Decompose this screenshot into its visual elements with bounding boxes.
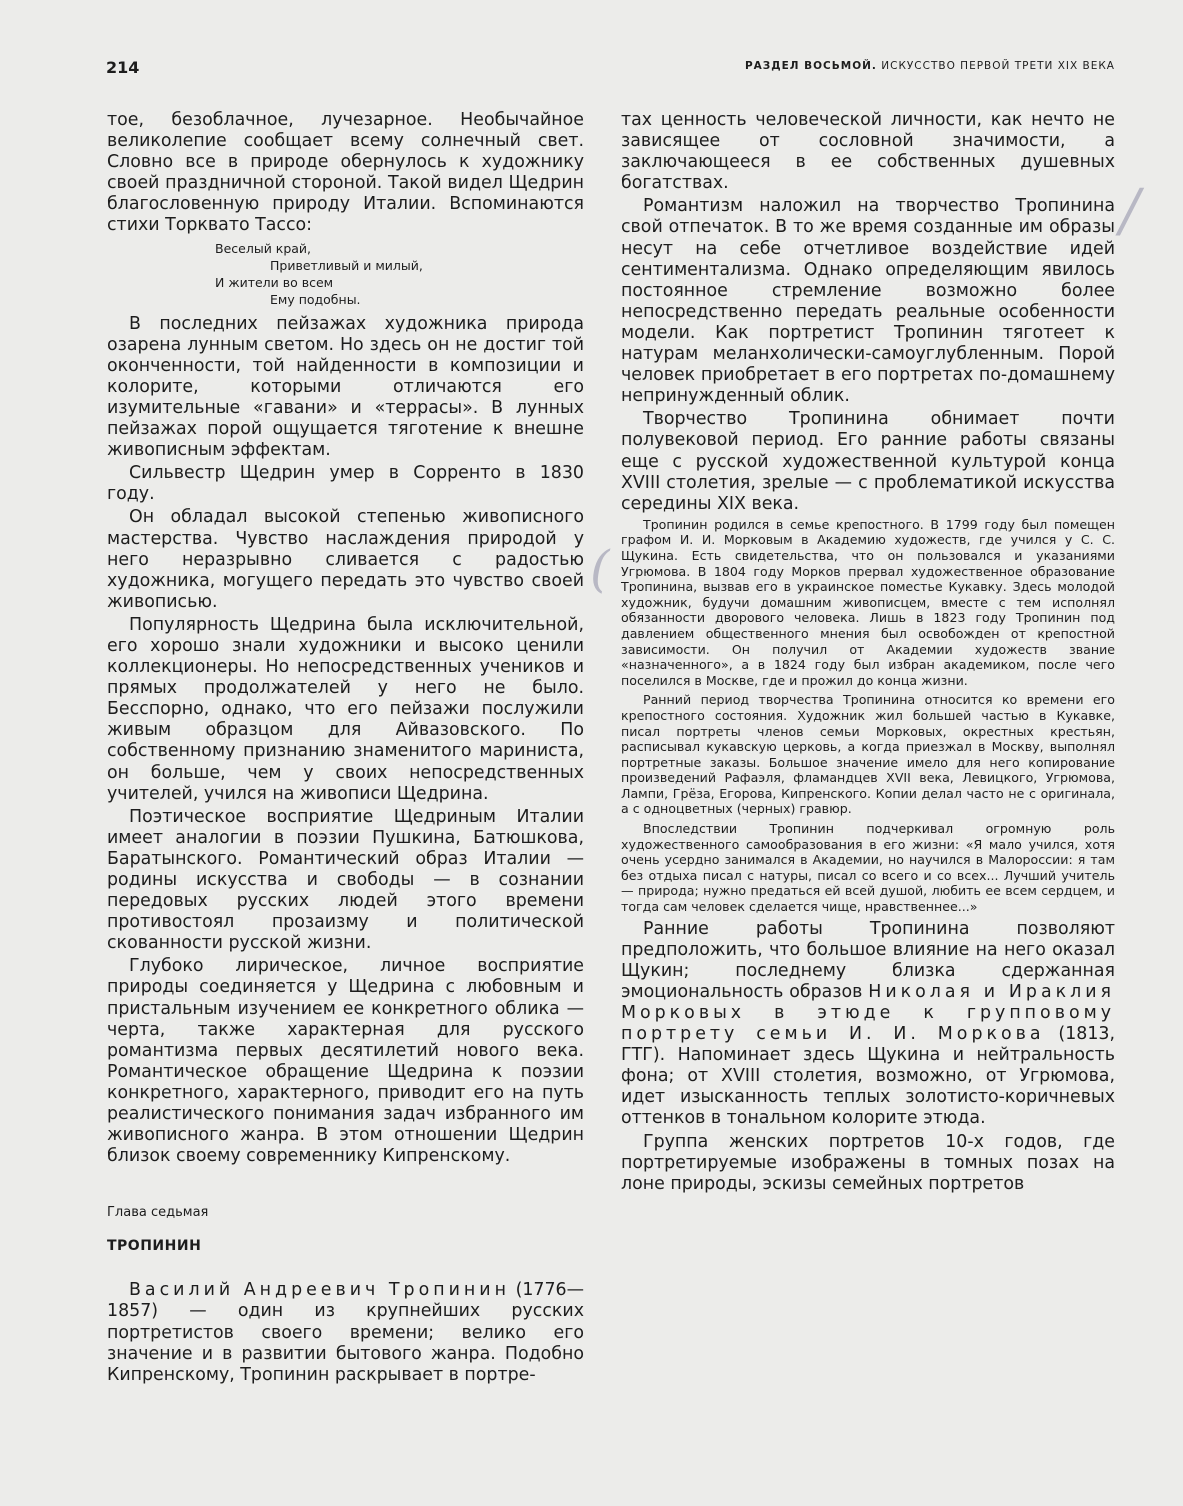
paragraph-text: (1813, ГТГ). Напоминает здесь Щукина и нейтральность фона; от XVIII столетия, возможно, от Угрюмова, идет изысканность теплых золотисто-коричневых оттенков в тональном колорите этюда. — [621, 1024, 1115, 1129]
section-title: ИСКУССТВО ПЕРВОЙ ТРЕТИ XIX ВЕКА — [881, 60, 1115, 72]
paragraph — [621, 919, 1115, 1130]
pencil-mark: / — [1120, 176, 1140, 244]
small-print-note: Ранний период творчества Тропинина относится ко времени его крепостного состояния. Художник жил большей частью в Кукавке, писал портреты членов семьи Морковых, окрестных крестьян, расписывал кукавскую церковь, а когда приезжал в Москву, выполнял портретные заказы. Большое значение имело для него копирование произведений Рафаэля, фламандцев XVII века, Левицкого, Угрюмова, Лампи, Грёза, Егорова, Кипренского. Копии делал часто не с оригинала, а с одноцветных (черных) гравюр. — [621, 692, 1115, 817]
paragraph — [107, 1280, 584, 1385]
paragraph-text: Ранние работы Тропинина позволяют предположить, что большое влияние на него оказал Щукин; последнему близка сдержанная эмоциональность образов — [621, 918, 1115, 1002]
poem-line: Веселый край, — [215, 240, 312, 256]
poem-line: Приветливый и милый, — [270, 257, 423, 273]
small-print-note: Впоследствии Тропинин подчеркивал огромную роль художественного самообразования в его жизни: «Я мало учился, хотя очень усердно занимался в Академии, но научился в Малороссии: я там без отдыха писал с натуры, писал со всего и со всех... Лучший учитель — природа; нужно предаться ей всей душой, любить ее всем сердцем, и тогда сам человек сделается чище, нравственнее...» — [621, 821, 1115, 915]
chapter-label: Глава седьмая — [107, 1205, 209, 1221]
paragraph: Романтизм наложил на творчество Тропинина свой отпечаток. В то же время созданные им образы несут на себе отчетливое воздействие идей сентиментализма. Однако определяющим явилось постоянное стремление возможно более непосредственно передать реальные особенности модели. Как портретист Тропинин тяготеет к натурам меланхолически-самоуглубленным. Порой человек приобретает в его портретах по-домашнему непринужденный облик. — [621, 196, 1115, 407]
pencil-mark: ( — [590, 540, 610, 598]
paragraph: Поэтическое восприятие Щедриным Италии имеет аналогии в поэзии Пушкина, Батюшкова, Баратынского. Романтический образ Италии — родины искусства и свободы — в сознании передовых русских людей этого времени противостоял прозаизму и политической скованности русской жизни. — [107, 806, 584, 954]
poem-line: Ему подобны. — [270, 291, 361, 307]
paragraph-text: (1776—1857) — один из крупнейших русских портретистов своего времени; велико его значение и в развитии бытового жанра. Подобно Кипренскому, Тропинин раскрывает в портре- — [107, 1280, 584, 1385]
section-label: РАЗДЕЛ ВОСЬМОЙ. — [744, 60, 877, 72]
paragraph: Он обладал высокой степенью живописного мастерства. Чувство наслаждения природой у него неразрывно сливается с радостью художника, могущего передать это чувство своей живописью. — [107, 507, 584, 612]
page-number: 214 — [106, 58, 140, 77]
paragraph: В последних пейзажах художника природа озарена лунным светом. Но здесь он не достиг той оконченности, той найденности в композиции и колорите, которыми отличаются его изумительные «гавани» и «террасы». В лунных пейзажах порой ощущается тяготение к внешне живописным эффектам. — [107, 313, 584, 461]
small-print-note: Тропинин родился в семье крепостного. В 1799 году был помещен графом И. И. Морковым в Академию художеств, где учился у С. С. Щукина. Есть свидетельства, что он пользовался и указаниями Угрюмова. В 1804 году Морков прервал художественное образование Тропинина, вызвав его в украинское поместье Кукавку. Здесь молодой художник, будучи домашним живописцем, вместе с тем исполнял обязанности дворового человека. Лишь в 1823 году Тропинин под давлением общественного мнения был освобожден от крепостной зависимости. Он получил от Академии художеств звание «назначенного», а в 1824 году был избран академиком, после чего поселился в Москве, где и прожил до конца жизни. — [621, 516, 1115, 688]
chapter-title: ТРОПИНИН — [107, 1238, 202, 1255]
right-column — [621, 110, 1115, 1197]
poem-quote — [215, 240, 584, 308]
paragraph: тах ценность человеческой личности, как нечто не зависящее от сословной значимости, а заключающееся в ее собственных душевных богатствах. — [621, 110, 1115, 194]
paragraph: Глубоко лирическое, личное восприятие природы соединяется у Щедрина с любовным и пристальным изучением ее конкретного облика — черта, также характерная для русского романтизма первых десятилетий нового века. Романтическое обращение Щедрина к поэзии конкретного, характерного, приводит его на путь реалистического понимания задач избранного им живописного жанра. В этом отношении Щедрин близок своему современнику Кипренскому. — [107, 956, 584, 1167]
paragraph: Популярность Щедрина была исключительной, его хорошо знали художники и высоко ценили коллекционеры. Но непосредственных учеников и прямых продолжателей у него не было. Бесспорно, однако, что его пейзажи послужили живым образцом для Айвазовского. По собственному признанию знаменитого мариниста, он больше, чем у своих непосредственных учителей, учился на живописи Щедрина. — [107, 614, 584, 804]
paragraph: Группа женских портретов 10-х годов, где портретируемые изображены в томных позах на лоне природы, эскизы семейных портретов — [621, 1131, 1115, 1194]
paragraph: Сильвестр Щедрин умер в Сорренто в 1830 году. — [107, 463, 584, 505]
poem-line: И жители во всем — [215, 274, 334, 290]
paragraph: тое, безоблачное, лучезарное. Необычайное великолепие сообщает всему солнечный свет. Словно все в природе обернулось к художнику своей праздничной стороной. Такой видел Щедрин благословенную природу Италии. Вспоминаются стихи Торквато Тассо: — [107, 110, 584, 236]
left-column — [107, 110, 584, 1388]
artwork-title: Николая и Ираклия Морковых в этюде к групповому портрету семьи И. И. Моркова — [621, 981, 1116, 1045]
running-head — [745, 60, 1115, 72]
paragraph: Творчество Тропинина обнимает почти полувековой период. Его ранние работы связаны еще с русской художественной культурой конца XVIII столетия, зрелые — с проблематикой искусства середины XIX века. — [621, 409, 1115, 514]
artist-name: Василий Андреевич Тропинин — [129, 1280, 510, 1301]
